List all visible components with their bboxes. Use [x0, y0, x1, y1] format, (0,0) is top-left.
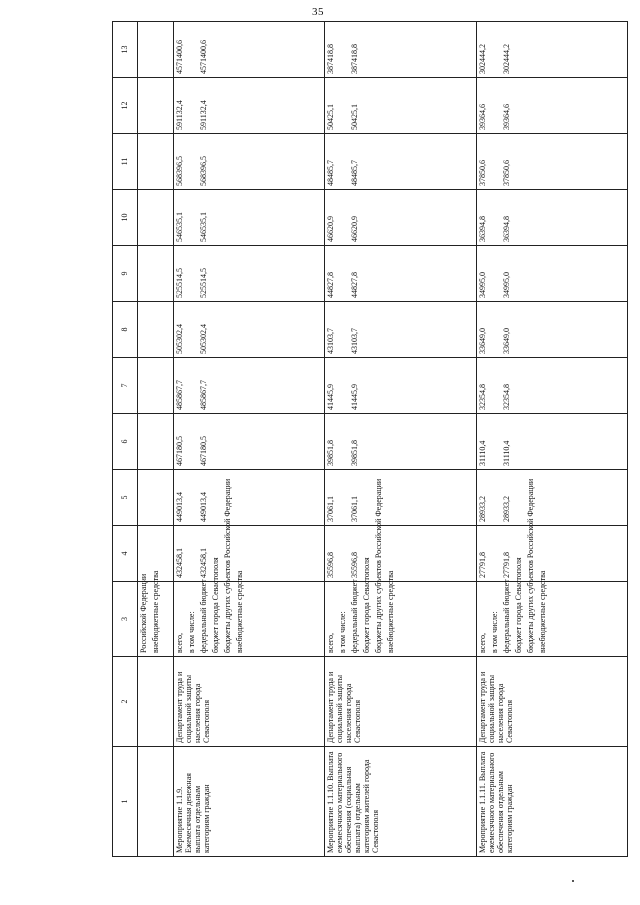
column-number: 10: [113, 190, 138, 246]
category-label: в том числе:: [187, 611, 196, 653]
value-cell: [325, 302, 476, 358]
total-value: 46620,9: [326, 216, 336, 242]
value-cell: [476, 78, 627, 134]
category-label: бюджет города Севастополя: [362, 557, 372, 653]
value-cell: [325, 470, 476, 526]
value-cell: [476, 134, 627, 190]
column-number: 11: [113, 134, 138, 190]
total-value: 37061,1: [326, 496, 336, 522]
budget-value: 39364,6: [501, 104, 511, 130]
executor-cell: Департамент труда и социальной защиты населения города Севастополя: [325, 657, 476, 747]
budget-value: 46620,9: [350, 216, 360, 242]
budget-value: 39851,8: [350, 440, 360, 466]
budget-value: 32354,8: [501, 384, 511, 410]
category-label: в том числе:: [489, 611, 499, 653]
total-value: 43103,7: [326, 328, 336, 354]
total-value: 485867,7: [175, 380, 184, 410]
value-cell: [174, 358, 325, 414]
value-cell: [174, 134, 325, 190]
column-number: 2: [113, 657, 138, 747]
total-value: 35596,8: [326, 552, 336, 578]
value-cell: [174, 414, 325, 470]
column-number: 3: [113, 582, 138, 657]
column-number: 4: [113, 526, 138, 582]
value-cell: [174, 302, 325, 358]
total-value: 432458,1: [175, 548, 184, 578]
total-value: 34995,0: [477, 272, 487, 298]
total-value: 37850,6: [477, 160, 487, 186]
column-number: 5: [113, 470, 138, 526]
value-cell: [174, 470, 325, 526]
total-value: 467180,5: [175, 436, 184, 466]
column-number: 9: [113, 246, 138, 302]
budget-value: 432458,1: [199, 548, 208, 578]
budget-value: 37850,6: [501, 160, 511, 186]
page-number: 35: [312, 6, 324, 18]
category-label: внебюджетные средства: [386, 570, 396, 653]
budget-table: [112, 21, 628, 857]
value-cell: [325, 358, 476, 414]
budget-value: 34995,0: [501, 272, 511, 298]
total-value: 302444,2: [477, 44, 487, 74]
total-value: 31110,4: [477, 440, 487, 466]
budget-value: 33649,0: [501, 328, 511, 354]
total-value: 41445,9: [326, 384, 336, 410]
total-value: 505302,4: [175, 324, 184, 354]
total-value: 546535,1: [175, 212, 184, 242]
value-cell: [325, 134, 476, 190]
measure-cell: Мероприятие 1.1.10. Выплата ежемесячного материального обеспечения (социальная выплата) отдельным категориям жителей города Севастополя: [325, 747, 476, 857]
total-value: 39364,6: [477, 104, 487, 130]
value-cell: [174, 526, 325, 582]
budget-value: 27791,8: [501, 552, 511, 578]
budget-value: 36394,8: [501, 216, 511, 242]
value-cell: [174, 22, 325, 78]
continued-row: [138, 22, 174, 857]
value-cell: [476, 302, 627, 358]
category-label: всего,: [175, 632, 184, 653]
value-cell: [476, 246, 627, 302]
budget-value: 449013,4: [199, 492, 208, 522]
total-value: 568396,5: [175, 156, 184, 186]
total-value: 4571400,6: [175, 40, 184, 74]
value-cell: [476, 190, 627, 246]
total-value: 36394,8: [477, 216, 487, 242]
measure-cell: Мероприятие 1.1.9. Ежемесячная денежная выплата отдельным категориям граждан: [174, 747, 325, 857]
budget-value: 387418,8: [350, 44, 360, 74]
total-value: 32354,8: [477, 384, 487, 410]
category-label: в том числе:: [338, 611, 348, 653]
budget-value: 41445,9: [350, 384, 360, 410]
value-cell: [325, 190, 476, 246]
table-row: [476, 22, 627, 857]
value-cell: [476, 470, 627, 526]
budget-value: 546535,1: [199, 212, 208, 242]
budget-value: 4571400,6: [199, 40, 208, 74]
category-label: бюджеты других субъектов Российской Федерации: [525, 478, 535, 653]
column-number: 7: [113, 358, 138, 414]
total-value: 44827,8: [326, 272, 336, 298]
category-label: всего,: [477, 632, 487, 653]
measure-cell: [138, 747, 174, 857]
budget-value: 48485,7: [350, 160, 360, 186]
category-cell: [138, 570, 174, 657]
value-cell: [325, 526, 476, 582]
budget-value: 35596,8: [350, 552, 360, 578]
category-label: бюджеты других субъектов Российской Федерации: [223, 478, 232, 653]
budget-value: 568396,5: [199, 156, 208, 186]
value-cell: [325, 246, 476, 302]
total-value: 525514,5: [175, 268, 184, 298]
budget-value: 44827,8: [350, 272, 360, 298]
rotated-scan: [112, 22, 628, 857]
column-number-row: [113, 22, 138, 857]
category-label: федеральный бюджет: [501, 579, 511, 653]
category-label: бюджет города Севастополя: [211, 557, 220, 653]
total-value: 387418,8: [326, 44, 336, 74]
value-cell: [476, 358, 627, 414]
value-cell: [325, 78, 476, 134]
table-row: [325, 22, 476, 857]
budget-value: 505302,4: [199, 324, 208, 354]
category-label: Российской Федерации: [139, 573, 148, 653]
measure-cell: Мероприятие 1.1.11. Выплата ежемесячного материального обеспечения отдельным категориям граждан: [476, 747, 627, 857]
value-cell: [476, 414, 627, 470]
budget-value: 43103,7: [350, 328, 360, 354]
value-cell: [476, 22, 627, 78]
total-value: 33649,0: [477, 328, 487, 354]
budget-value: 525514,5: [199, 268, 208, 298]
total-value: 449013,4: [175, 492, 184, 522]
category-label: внебюджетные средства: [537, 570, 547, 653]
total-value: 27791,8: [477, 552, 487, 578]
category-label: всего,: [326, 632, 336, 653]
category-label: федеральный бюджет: [199, 579, 208, 653]
total-value: 48485,7: [326, 160, 336, 186]
table-row: [174, 22, 325, 857]
value-cell: [174, 78, 325, 134]
column-number: 6: [113, 414, 138, 470]
category-label: бюджет города Севастополя: [513, 557, 523, 653]
value-cell: [174, 190, 325, 246]
budget-value: 50425,1: [350, 104, 360, 130]
value-cell: [174, 246, 325, 302]
budget-value: 28933,2: [501, 496, 511, 522]
value-cell: [325, 414, 476, 470]
category-label: бюджеты других субъектов Российской Федерации: [374, 478, 384, 653]
budget-value: 37061,1: [350, 496, 360, 522]
budget-value: 302444,2: [501, 44, 511, 74]
total-value: 591132,4: [175, 100, 184, 130]
budget-value: 467180,5: [199, 436, 208, 466]
column-number: 1: [113, 747, 138, 857]
category-label: внебюджетные средства: [235, 570, 244, 653]
total-value: 39851,8: [326, 440, 336, 466]
column-number: 12: [113, 78, 138, 134]
executor-cell: [138, 657, 174, 747]
total-value: 50425,1: [326, 104, 336, 130]
budget-value: 591132,4: [199, 100, 208, 130]
executor-cell: Департамент труда и социальной защиты населения города Севастополя: [476, 657, 627, 747]
column-number: 8: [113, 302, 138, 358]
column-number: 13: [113, 22, 138, 78]
category-label: внебюджетные средства: [151, 570, 160, 653]
value-cell: [325, 22, 476, 78]
budget-value: 485867,7: [199, 380, 208, 410]
total-value: 28933,2: [477, 496, 487, 522]
category-label: федеральный бюджет: [350, 579, 360, 653]
executor-cell: Департамент труда и социальной защиты населения города Севастополя: [174, 657, 325, 747]
value-cell: [476, 526, 627, 582]
scan-speck: [572, 880, 574, 882]
budget-value: 31110,4: [501, 440, 511, 466]
